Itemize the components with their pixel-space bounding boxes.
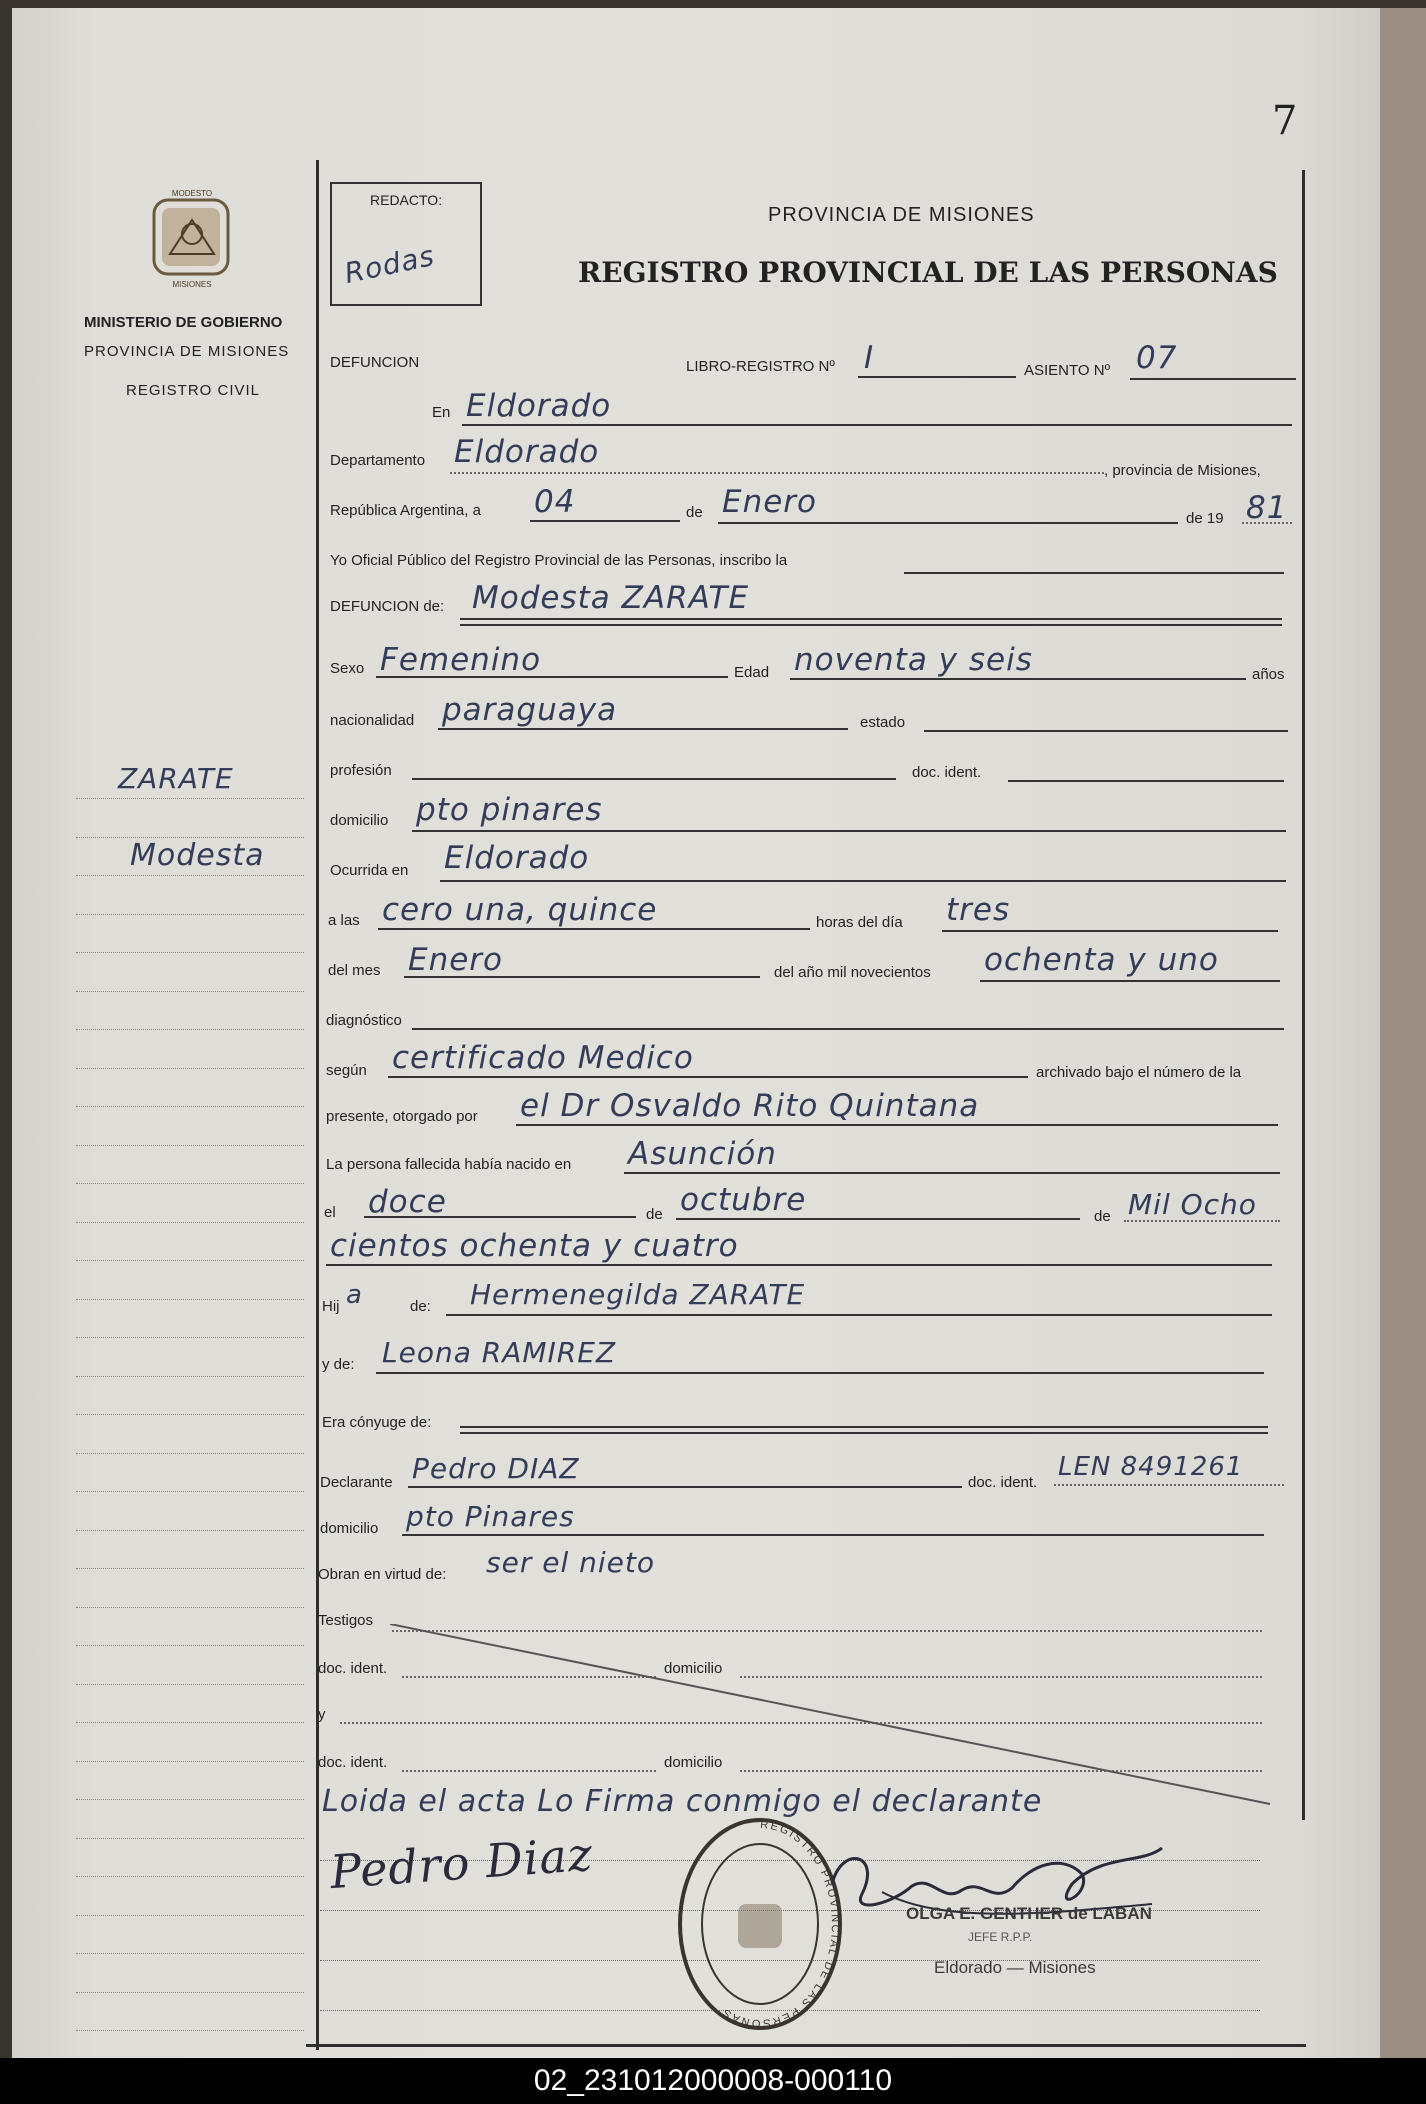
margin-ruled-line — [76, 1029, 304, 1030]
background-edge — [1380, 8, 1426, 2058]
archivado-label: archivado bajo el número de la — [1036, 1064, 1242, 1081]
libro-label: LIBRO-REGISTRO Nº — [686, 358, 835, 375]
asiento-value: 07 — [1136, 340, 1178, 376]
margin-ruled-line — [76, 1491, 304, 1492]
margin-ruled-line — [76, 1260, 304, 1261]
hij-label: Hij — [322, 1298, 340, 1315]
ministry-province: PROVINCIA DE MISIONES — [84, 343, 290, 360]
horas-label: horas del día — [816, 914, 903, 931]
ministry-registry: REGISTRO CIVIL — [126, 382, 261, 399]
margin-ruled-line — [76, 1337, 304, 1338]
nacido-label: La persona fallecida había nacido en — [326, 1156, 572, 1173]
margin-ruled-line — [76, 1222, 304, 1223]
margin-ruled-line — [76, 1722, 304, 1723]
nac-anio2-value: cientos ochenta y cuatro — [330, 1228, 739, 1264]
doc-ident-label: doc. ident. — [912, 764, 982, 781]
image-caption: 02_231012000008-000110 — [0, 2058, 1426, 2104]
padre-value: Hermenegilda ZARATE — [470, 1278, 806, 1311]
departamento-label: Departamento — [330, 452, 426, 469]
official-role: JEFE R.P.P. — [968, 1930, 1033, 1944]
right-rule — [1302, 170, 1305, 1820]
redacto-label: REDACTO: — [370, 192, 443, 208]
margin-ruled-line — [76, 1876, 304, 1877]
margin-ruled-line — [76, 1414, 304, 1415]
dia-value: 04 — [534, 484, 576, 520]
margin-ruled-line — [76, 1376, 304, 1377]
edad-label: Edad — [734, 664, 770, 681]
republica-label: República Argentina, a — [330, 502, 481, 519]
ocurrida-value: Eldorado — [444, 840, 590, 876]
de-label-2: de — [646, 1206, 663, 1223]
testigo2-domicilio-label: domicilio — [664, 1754, 723, 1771]
margin-ruled-line — [76, 875, 304, 876]
en-label: En — [432, 404, 451, 421]
margin-ruled-line — [76, 1915, 304, 1916]
margin-ruled-line — [76, 991, 304, 992]
hij-suffix: a — [346, 1280, 363, 1310]
official-name: OLGA E. GENTHER de LABAN — [906, 1904, 1152, 1923]
declarant-signature: Pedro Diaz — [328, 1826, 595, 1900]
hora-value: cero una, quince — [382, 892, 658, 928]
decl-domicilio-label: domicilio — [320, 1520, 379, 1537]
margin-surname: ZARATE — [118, 762, 234, 795]
official-signature — [822, 1834, 1182, 1944]
en-value: Eldorado — [466, 388, 612, 424]
testigo1-domicilio-label: domicilio — [664, 1660, 723, 1677]
presente-label: presente, otorgado por — [326, 1108, 478, 1125]
a-las-label: a las — [328, 912, 360, 929]
decl-doc-label: doc. ident. — [968, 1474, 1038, 1491]
estado-label: estado — [860, 714, 906, 731]
margin-ruled-line — [76, 1145, 304, 1146]
margin-ruled-line — [76, 914, 304, 915]
anio-value: 81 — [1246, 490, 1288, 526]
margin-ruled-line — [76, 1568, 304, 1569]
margin-ruled-line — [76, 1183, 304, 1184]
obran-label: Obran en virtud de: — [318, 1566, 447, 1583]
diagnostico-label: diagnóstico — [326, 1012, 402, 1029]
crest-emblem — [140, 184, 244, 290]
domicilio-label: domicilio — [330, 812, 389, 829]
ocurrida-label: Ocurrida en — [330, 862, 409, 879]
registry-title: REGISTRO PROVINCIAL DE LAS PERSONAS — [578, 256, 1278, 289]
margin-ruled-line — [76, 1684, 304, 1685]
crest-text-bottom: MISIONES — [172, 280, 212, 289]
otorgado-value: el Dr Osvaldo Rito Quintana — [520, 1088, 980, 1124]
defuncion-de-label: DEFUNCION de: — [330, 598, 445, 615]
anio-muerte-value: ochenta y uno — [984, 942, 1219, 978]
domicilio-value: pto pinares — [416, 792, 603, 828]
crest-text-top: MODESTO — [171, 189, 213, 198]
margin-ruled-line — [76, 798, 304, 799]
profesion-label: profesión — [330, 762, 392, 779]
nacionalidad-label: nacionalidad — [330, 712, 415, 729]
margin-ruled-line — [76, 1799, 304, 1800]
margin-ruled-line — [76, 952, 304, 953]
redacto-value: Rodas — [341, 238, 438, 291]
margin-ruled-line — [76, 1299, 304, 1300]
mes-muerte-value: Enero — [408, 942, 504, 978]
obran-value: ser el nieto — [486, 1546, 655, 1579]
decl-domicilio-value: pto Pinares — [406, 1500, 575, 1533]
official-place: Eldorado — Misiones — [934, 1958, 1096, 1977]
bottom-rule — [306, 2044, 1306, 2047]
del-anio-label: del año mil novecientos — [774, 964, 931, 981]
libro-value: I — [864, 340, 875, 376]
madre-value: Leona RAMIREZ — [382, 1336, 617, 1369]
nac-anio1-value: Mil Ocho — [1128, 1188, 1257, 1221]
margin-ruled-line — [76, 1530, 304, 1531]
dia-muerte-value: tres — [946, 892, 1011, 928]
asiento-label: ASIENTO Nº — [1024, 362, 1111, 379]
y-label: y — [318, 1706, 326, 1723]
page-number: 7 — [1272, 98, 1298, 144]
margin-ruled-line — [76, 1607, 304, 1608]
sexo-label: Sexo — [330, 660, 365, 677]
segun-label: según — [326, 1062, 367, 1079]
declarante-value: Pedro DIAZ — [412, 1452, 580, 1485]
nacionalidad-value: paraguaya — [442, 692, 618, 728]
margin-ruled-line — [76, 1106, 304, 1107]
margin-ruled-line — [76, 1645, 304, 1646]
decl-doc-value: LEN 8491261 — [1058, 1452, 1244, 1482]
nac-mes-value: octubre — [680, 1182, 807, 1218]
de19-label: de 19 — [1186, 510, 1224, 527]
closing-text: Loida el acta Lo Firma conmigo el declarante — [322, 1784, 1043, 1819]
stamp-text: REGISTRO PROVINCIAL DE LAS PERSONAS — [719, 1818, 842, 2030]
mes-value: Enero — [722, 484, 818, 520]
margin-ruled-line — [76, 1068, 304, 1069]
nac-dia-value: doce — [368, 1184, 447, 1220]
anios-label: años — [1252, 666, 1285, 683]
margin-ruled-line — [76, 2030, 304, 2031]
margin-ruled-line — [76, 1953, 304, 1954]
departamento-value: Eldorado — [454, 434, 600, 470]
sexo-value: Femenino — [380, 642, 542, 678]
testigo2-doc-label: doc. ident. — [318, 1754, 388, 1771]
oficial-text: Yo Oficial Público del Registro Provincial de las Personas, inscribo la — [330, 552, 788, 569]
del-mes-label: del mes — [328, 962, 381, 979]
nacido-value: Asunción — [628, 1136, 777, 1172]
hij-de-label: de: — [410, 1298, 431, 1315]
testigos-label: Testigos — [318, 1612, 374, 1629]
de-label: de — [686, 504, 703, 521]
margin-ruled-line — [76, 1453, 304, 1454]
provincia-label: , provincia de Misiones, — [1104, 462, 1261, 479]
province-header: PROVINCIA DE MISIONES — [768, 204, 1035, 226]
ministry-title: MINISTERIO DE GOBIERNO — [84, 314, 283, 331]
edad-value: noventa y seis — [794, 642, 1033, 678]
el-label: el — [324, 1204, 336, 1221]
conyuge-label: Era cónyuge de: — [322, 1414, 432, 1431]
defuncion-label: DEFUNCION — [330, 354, 420, 371]
de-label-3: de — [1094, 1208, 1111, 1225]
margin-name: Modesta — [130, 838, 265, 873]
declarante-label: Declarante — [320, 1474, 393, 1491]
margin-ruled-line — [76, 1761, 304, 1762]
testigo1-doc-label: doc. ident. — [318, 1660, 388, 1677]
deceased-name: Modesta ZARATE — [472, 580, 750, 616]
margin-ruled-line — [76, 1838, 304, 1839]
margin-ruled-line — [76, 1992, 304, 1993]
y-de-label: y de: — [322, 1356, 355, 1373]
segun-value: certificado Medico — [392, 1040, 694, 1076]
